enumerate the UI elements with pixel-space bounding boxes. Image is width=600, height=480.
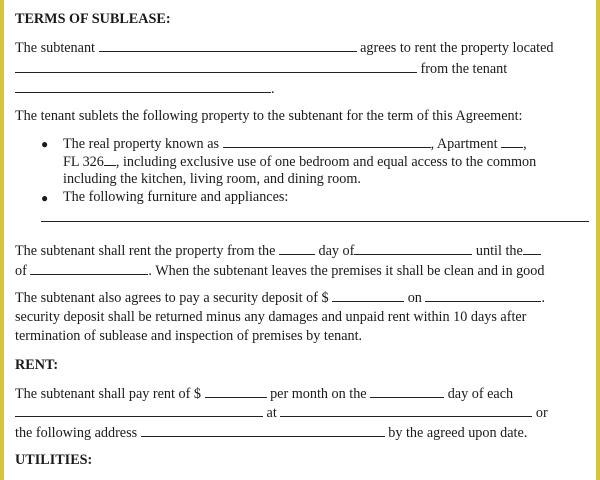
terms-heading: TERMS OF SUBLEASE:: [15, 11, 171, 27]
start-day-field[interactable]: [279, 241, 315, 255]
property-bullet-line-2: [63, 152, 536, 171]
text: FL 326: [63, 154, 104, 170]
text: from the tenant: [420, 61, 508, 77]
deposit-date-field[interactable]: [425, 288, 541, 302]
end-month-field[interactable]: [30, 261, 148, 275]
text: The real property known as: [63, 136, 220, 152]
sublease-document: [4, 0, 596, 480]
property-bullet-line-3: including the kitchen, living room, and dining room.: [63, 171, 361, 187]
rent-period-line-1: [15, 241, 541, 260]
tenant-name-field[interactable]: [15, 79, 271, 93]
property-location-line: [15, 59, 507, 78]
text: until the: [475, 243, 523, 259]
rent-period-line-2: [15, 261, 544, 280]
property-bullet-line-1: [63, 134, 527, 153]
rent-line-2: [15, 403, 548, 422]
bullet-dot: ●: [41, 191, 49, 205]
rent-day-field[interactable]: [370, 384, 444, 398]
text: on: [407, 290, 422, 306]
zip-suffix-field[interactable]: [104, 152, 116, 166]
payment-address-field[interactable]: [141, 423, 385, 437]
text: the following address: [15, 425, 138, 441]
text: or: [535, 405, 548, 421]
property-location-field[interactable]: [15, 59, 417, 73]
text: ,: [523, 136, 527, 152]
text: . When the subtenant leaves the premises it shall be clean and in good: [148, 263, 545, 279]
furniture-field[interactable]: [41, 208, 589, 222]
start-month-field[interactable]: [354, 241, 472, 255]
text: of: [15, 263, 27, 279]
text: , Apartment: [430, 136, 498, 152]
deposit-line-3: termination of sublease and inspection of premises by tenant.: [15, 328, 363, 344]
rent-heading: RENT:: [15, 357, 59, 373]
text: at: [266, 405, 277, 421]
deposit-line-1: [15, 288, 545, 307]
subtenant-name-field[interactable]: [99, 38, 357, 52]
property-name-field[interactable]: [223, 134, 431, 148]
subtenant-line: [15, 38, 554, 57]
utilities-heading: UTILITIES:: [15, 452, 93, 468]
text: , including exclusive use of one bedroom and equal access to the common: [115, 154, 537, 170]
text: agrees to rent the property located: [360, 40, 554, 56]
deposit-amount-field[interactable]: [332, 288, 404, 302]
text: The subtenant: [15, 40, 95, 56]
sublet-intro: The tenant sublets the following property to the subtenant for the term of this Agreement:: [15, 108, 523, 124]
text: The subtenant shall pay rent of $: [15, 386, 201, 402]
apartment-number-field[interactable]: [501, 134, 523, 148]
text: per month on the: [270, 386, 367, 402]
text: day of: [318, 243, 355, 259]
rent-line-3: [15, 423, 527, 442]
text: day of each: [447, 386, 514, 402]
rent-amount-field[interactable]: [205, 384, 267, 398]
rent-period-field[interactable]: [15, 403, 263, 417]
text: The subtenant also agrees to pay a security deposit of $: [15, 290, 329, 306]
furniture-bullet: The following furniture and appliances:: [63, 189, 289, 205]
furniture-line: [41, 208, 589, 227]
text: .: [541, 290, 545, 306]
tenant-line: [15, 79, 275, 98]
end-day-field[interactable]: [523, 241, 541, 255]
payment-method-field[interactable]: [280, 403, 532, 417]
text: by the agreed upon date.: [388, 425, 528, 441]
text: .: [271, 81, 275, 97]
text: The subtenant shall rent the property from the: [15, 243, 276, 259]
bullet-dot: ●: [41, 137, 49, 151]
deposit-line-2: security deposit shall be returned minus any damages and unpaid rent within 10 days after: [15, 309, 527, 325]
rent-line-1: [15, 384, 513, 403]
